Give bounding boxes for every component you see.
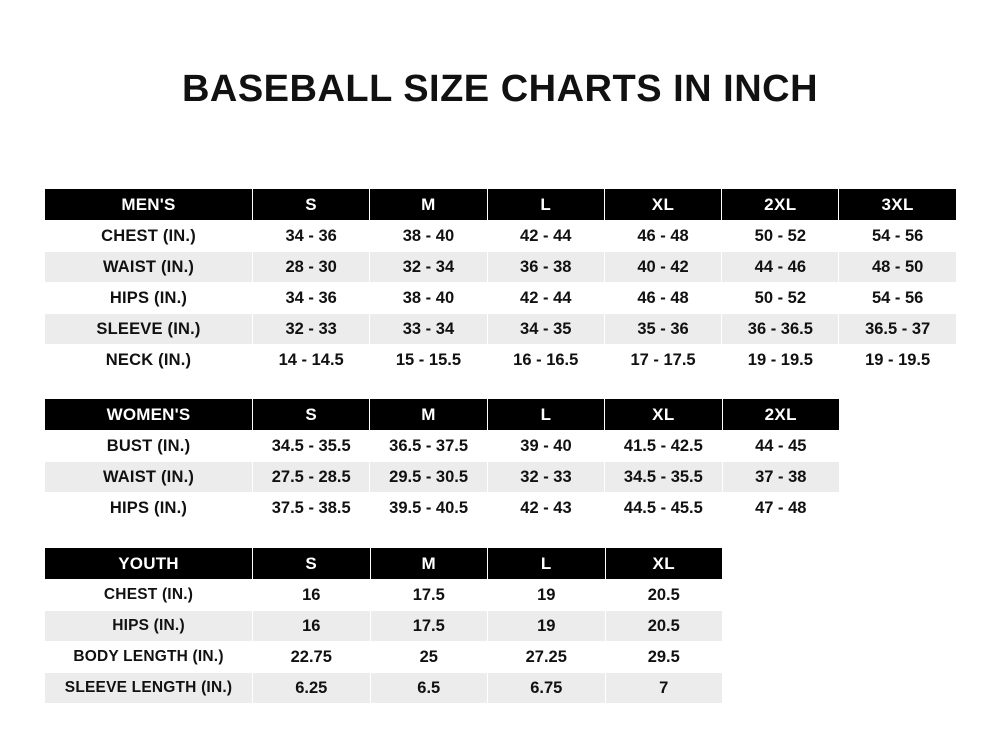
cell: 34 - 35 <box>487 314 604 345</box>
mens-table-body <box>45 221 957 376</box>
cell: 7 <box>605 673 723 704</box>
cell: 36 - 38 <box>487 252 604 283</box>
cell: 17 - 17.5 <box>604 345 721 376</box>
cell: 15 - 15.5 <box>370 345 487 376</box>
mens-size-table <box>44 188 957 376</box>
mens-header-s: S <box>253 189 370 221</box>
cell: 46 - 48 <box>604 221 721 252</box>
table-row <box>45 345 957 376</box>
table-header-row <box>45 548 723 580</box>
cell: 34 - 36 <box>253 221 370 252</box>
cell: 39.5 - 40.5 <box>370 493 487 524</box>
womens-header-l: L <box>487 399 604 431</box>
row-label: BODY LENGTH (IN.) <box>45 642 253 673</box>
row-label: SLEEVE LENGTH (IN.) <box>45 673 253 704</box>
youth-header-xl: XL <box>605 548 723 580</box>
table-row <box>45 283 957 314</box>
youth-table-header <box>45 548 723 580</box>
mens-header-m: M <box>370 189 487 221</box>
cell: 32 - 34 <box>370 252 487 283</box>
youth-size-table <box>44 547 723 704</box>
table-row <box>45 221 957 252</box>
cell: 33 - 34 <box>370 314 487 345</box>
cell: 14 - 14.5 <box>253 345 370 376</box>
cell: 36.5 - 37 <box>839 314 956 345</box>
cell: 34.5 - 35.5 <box>605 462 722 493</box>
youth-table-body <box>45 580 723 704</box>
cell: 48 - 50 <box>839 252 956 283</box>
cell: 34.5 - 35.5 <box>253 431 370 462</box>
table-row <box>45 462 840 493</box>
cell: 16 - 16.5 <box>487 345 604 376</box>
mens-header-3xl: 3XL <box>839 189 956 221</box>
mens-header-xl: XL <box>604 189 721 221</box>
row-label: CHEST (IN.) <box>45 580 253 611</box>
cell: 27.25 <box>488 642 606 673</box>
mens-header-l: L <box>487 189 604 221</box>
row-label: HIPS (IN.) <box>45 611 253 642</box>
cell: 6.25 <box>253 673 371 704</box>
womens-header-s: S <box>253 399 370 431</box>
cell: 36.5 - 37.5 <box>370 431 487 462</box>
table-row <box>45 252 957 283</box>
table-row <box>45 493 840 524</box>
womens-header-category: WOMEN'S <box>45 399 253 431</box>
cell: 44 - 45 <box>722 431 839 462</box>
cell: 42 - 44 <box>487 283 604 314</box>
cell: 32 - 33 <box>253 314 370 345</box>
cell: 46 - 48 <box>604 283 721 314</box>
youth-header-m: M <box>370 548 488 580</box>
cell: 27.5 - 28.5 <box>253 462 370 493</box>
cell: 16 <box>253 580 371 611</box>
cell: 50 - 52 <box>722 221 839 252</box>
womens-header-2xl: 2XL <box>722 399 839 431</box>
cell: 29.5 - 30.5 <box>370 462 487 493</box>
row-label: BUST (IN.) <box>45 431 253 462</box>
row-label: HIPS (IN.) <box>45 283 253 314</box>
table-row <box>45 314 957 345</box>
cell: 38 - 40 <box>370 283 487 314</box>
cell: 19 <box>488 580 606 611</box>
cell: 17.5 <box>370 611 488 642</box>
mens-header-category: MEN'S <box>45 189 253 221</box>
cell: 6.5 <box>370 673 488 704</box>
table-row <box>45 673 723 704</box>
table-header-row <box>45 189 957 221</box>
cell: 34 - 36 <box>253 283 370 314</box>
row-label: HIPS (IN.) <box>45 493 253 524</box>
row-label: CHEST (IN.) <box>45 221 253 252</box>
cell: 32 - 33 <box>487 462 604 493</box>
womens-table-body <box>45 431 840 524</box>
cell: 41.5 - 42.5 <box>605 431 722 462</box>
cell: 37.5 - 38.5 <box>253 493 370 524</box>
cell: 42 - 44 <box>487 221 604 252</box>
cell: 22.75 <box>253 642 371 673</box>
cell: 20.5 <box>605 611 723 642</box>
cell: 44 - 46 <box>722 252 839 283</box>
table-row <box>45 580 723 611</box>
youth-header-s: S <box>253 548 371 580</box>
row-label: NECK (IN.) <box>45 345 253 376</box>
cell: 38 - 40 <box>370 221 487 252</box>
cell: 16 <box>253 611 371 642</box>
cell: 28 - 30 <box>253 252 370 283</box>
cell: 50 - 52 <box>722 283 839 314</box>
cell: 39 - 40 <box>487 431 604 462</box>
row-label: WAIST (IN.) <box>45 462 253 493</box>
womens-table-header <box>45 399 840 431</box>
cell: 35 - 36 <box>604 314 721 345</box>
cell: 19 <box>488 611 606 642</box>
table-row <box>45 611 723 642</box>
cell: 47 - 48 <box>722 493 839 524</box>
cell: 36 - 36.5 <box>722 314 839 345</box>
mens-table-header <box>45 189 957 221</box>
cell: 6.75 <box>488 673 606 704</box>
youth-header-l: L <box>488 548 606 580</box>
cell: 54 - 56 <box>839 221 956 252</box>
cell: 20.5 <box>605 580 723 611</box>
womens-size-table <box>44 398 840 524</box>
mens-header-2xl: 2XL <box>722 189 839 221</box>
row-label: WAIST (IN.) <box>45 252 253 283</box>
cell: 19 - 19.5 <box>722 345 839 376</box>
cell: 37 - 38 <box>722 462 839 493</box>
womens-header-xl: XL <box>605 399 722 431</box>
cell: 25 <box>370 642 488 673</box>
cell: 44.5 - 45.5 <box>605 493 722 524</box>
cell: 19 - 19.5 <box>839 345 956 376</box>
cell: 42 - 43 <box>487 493 604 524</box>
row-label: SLEEVE (IN.) <box>45 314 253 345</box>
womens-header-m: M <box>370 399 487 431</box>
table-header-row <box>45 399 840 431</box>
table-row <box>45 642 723 673</box>
cell: 29.5 <box>605 642 723 673</box>
table-row <box>45 431 840 462</box>
page-title: BASEBALL SIZE CHARTS IN INCH <box>181 68 819 110</box>
youth-header-category: YOUTH <box>45 548 253 580</box>
cell: 17.5 <box>370 580 488 611</box>
cell: 54 - 56 <box>839 283 956 314</box>
cell: 40 - 42 <box>604 252 721 283</box>
